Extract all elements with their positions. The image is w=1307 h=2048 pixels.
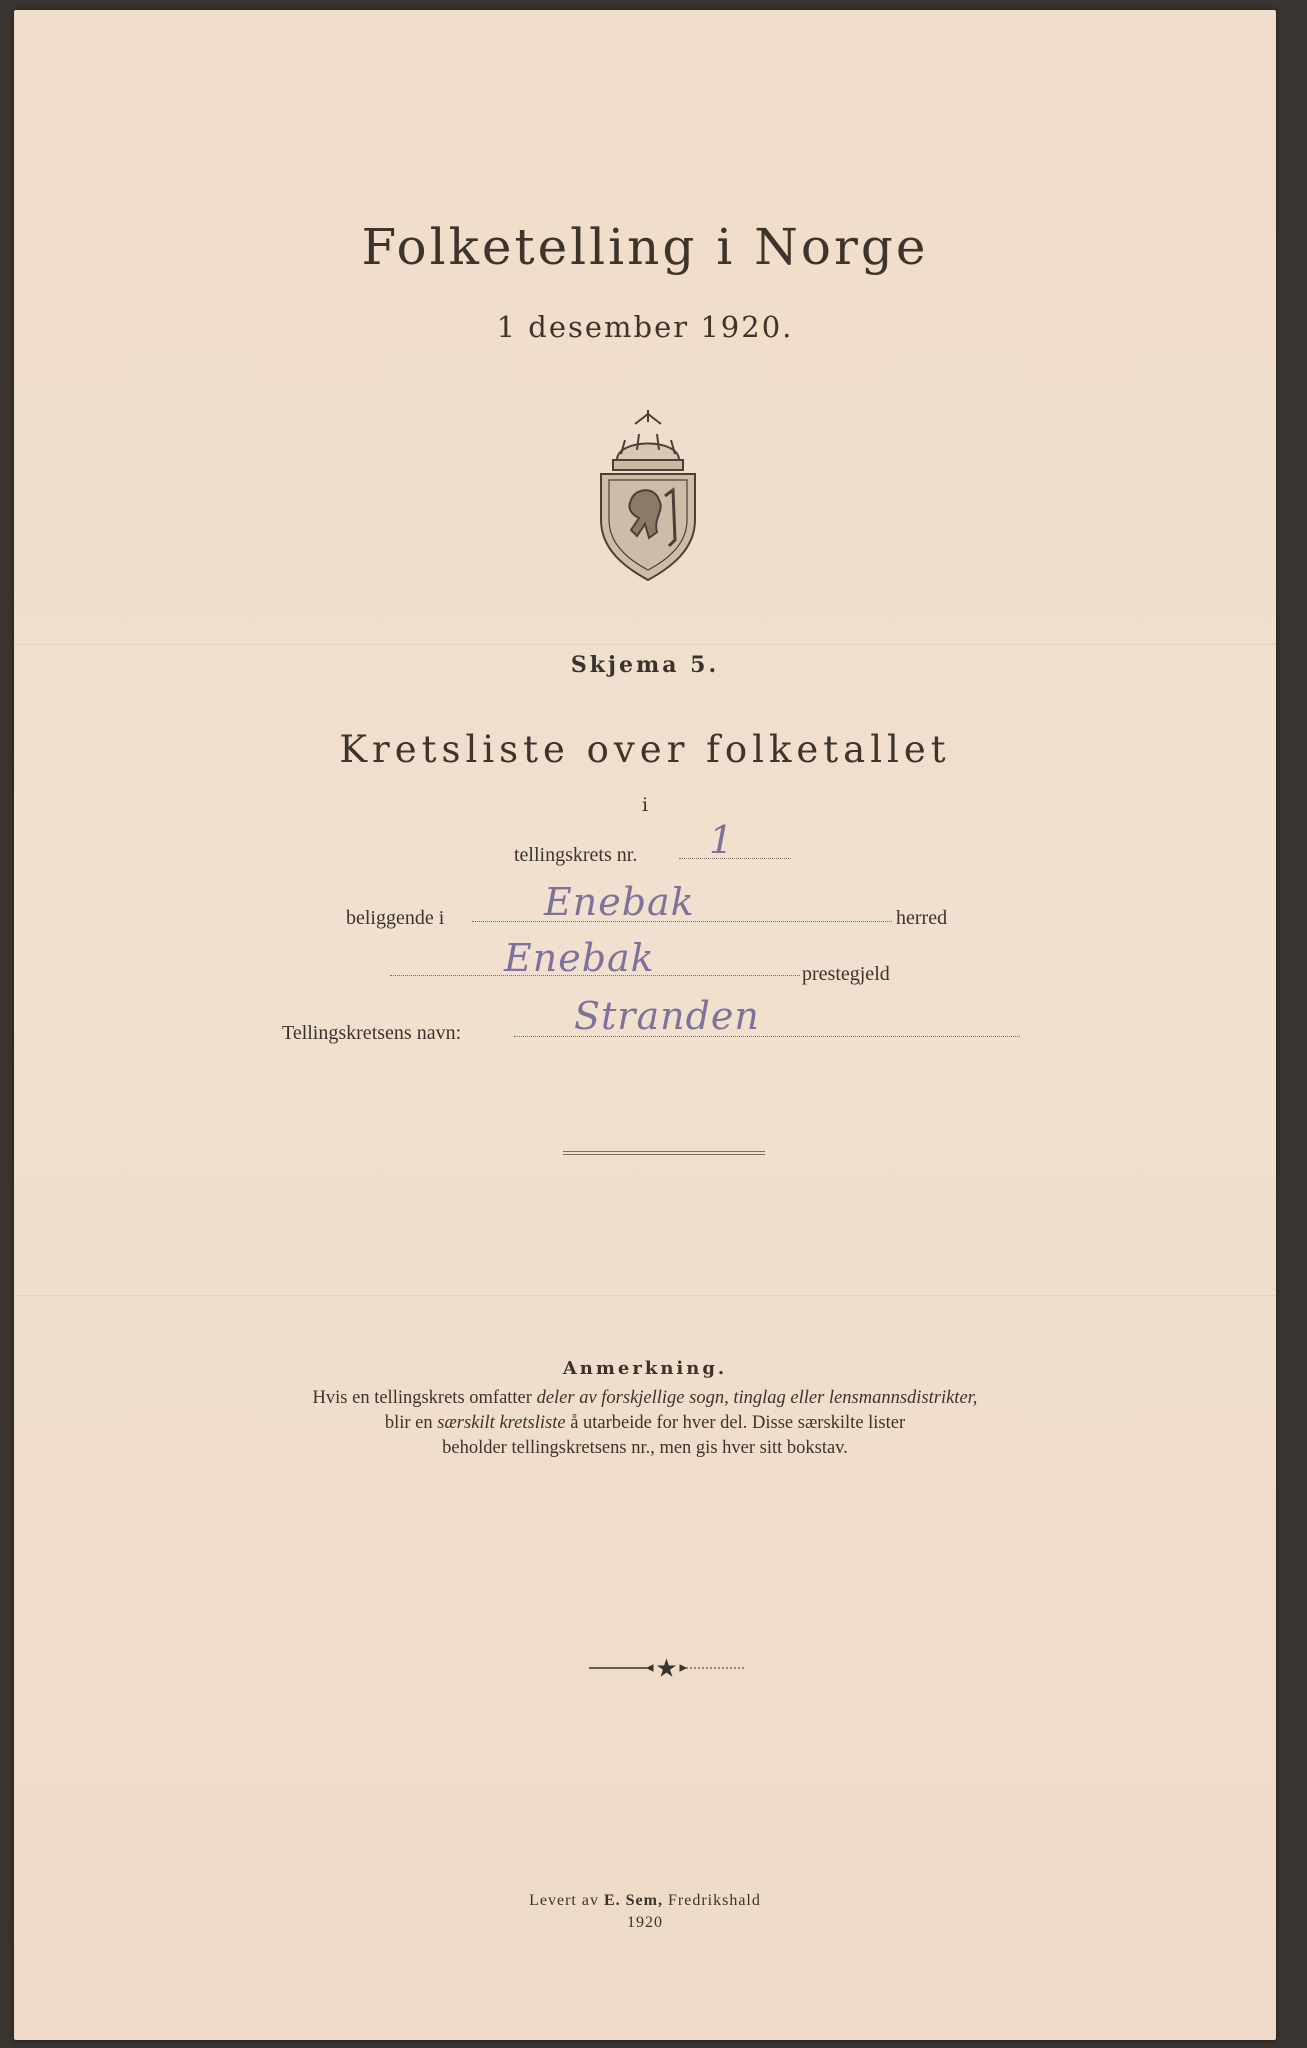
prestegjeld-value: Enebak <box>504 936 655 980</box>
note-line-2a: blir en <box>384 1413 438 1433</box>
note-line-2b: særskilt kretsliste <box>437 1413 566 1433</box>
prestegjeld-label: prestegjeld <box>802 963 890 985</box>
ornament-divider-icon <box>589 1658 744 1678</box>
tellingskrets-value: 1 <box>709 818 735 862</box>
paper-fold <box>14 1293 1276 1296</box>
list-heading: Kretsliste over folketallet <box>339 728 951 771</box>
schema-number: Skjema 5. <box>570 652 720 678</box>
tellingskrets-line <box>679 858 791 859</box>
paper-fold <box>14 642 1276 645</box>
note-heading: Anmerkning. <box>562 1358 728 1379</box>
herred-value: Enebak <box>544 880 695 924</box>
printer-line <box>14 1890 1276 1912</box>
herred-label: herred <box>896 907 948 929</box>
note-line-1a: Hvis en tellingskrets omfatter <box>312 1388 537 1408</box>
separator-rule <box>563 1151 765 1155</box>
census-form-page <box>14 10 1276 2040</box>
note-line-1 <box>14 1386 1276 1411</box>
beliggende-label: beliggende i <box>346 907 445 929</box>
printer-place: Fredrikshald <box>662 1892 761 1909</box>
navn-value: Stranden <box>574 994 760 1038</box>
form-title: Folketelling i Norge <box>361 218 929 276</box>
printer-prefix: Levert av <box>529 1892 604 1909</box>
note-line-3: beholder tellingskretsens nr., men gis hver sitt bokstav. <box>442 1438 848 1458</box>
note-text <box>14 1386 1276 1461</box>
preposition-text: i <box>641 794 649 816</box>
printer-year: 1920 <box>627 1914 663 1931</box>
norwegian-coat-of-arms-icon <box>595 410 701 582</box>
printer-info <box>14 1890 1276 1934</box>
printer-name: E. Sem, <box>603 1892 663 1909</box>
census-date: 1 desember 1920. <box>496 310 794 344</box>
navn-label: Tellingskretsens navn: <box>282 1022 462 1044</box>
note-line-2 <box>14 1411 1276 1436</box>
note-line-2c: å utarbeide for hver del. Disse særskilte lister <box>565 1413 906 1433</box>
note-line-1b: deler av forskjellige sogn, tinglag eller lensmannsdistrikter, <box>536 1388 978 1408</box>
tellingskrets-label: tellingskrets nr. <box>514 844 638 866</box>
